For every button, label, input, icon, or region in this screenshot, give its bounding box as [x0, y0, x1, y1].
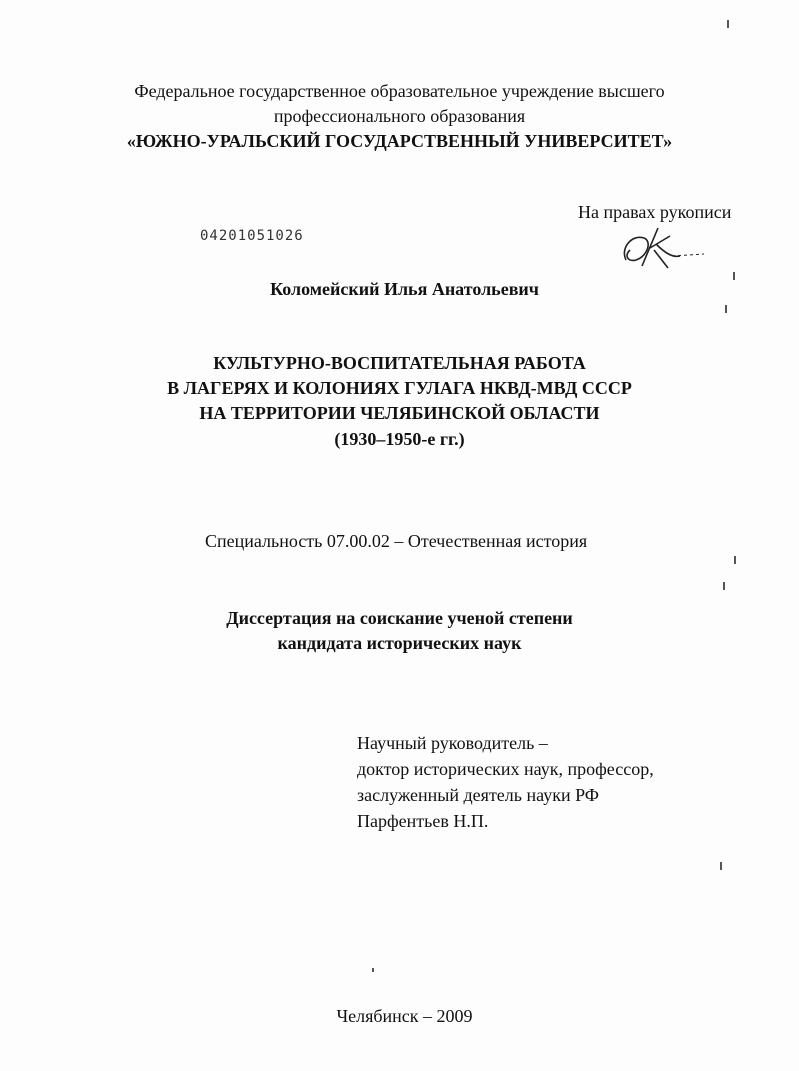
manuscript-note: На правах рукописи: [578, 202, 732, 222]
title-line-2: В ЛАГЕРЯХ И КОЛОНИЯХ ГУЛАГА НКВД-МВД СССР: [167, 378, 632, 398]
institution-line-2: профессионального образования: [273, 106, 526, 126]
dissertation-line-2: кандидата исторических наук: [277, 633, 522, 653]
catalog-number: 04201051026: [200, 228, 304, 244]
advisor-degree: доктор исторических наук, профессор,: [357, 759, 654, 779]
advisor-role: Научный руководитель –: [357, 733, 548, 753]
dissertation-line-1: Диссертация на соискание ученой степени: [226, 608, 573, 628]
title-line-1: КУЛЬТУРНО-ВОСПИТАТЕЛЬНАЯ РАБОТА: [213, 353, 586, 373]
scan-mark: [723, 582, 725, 590]
city-year: Челябинск – 2009: [336, 1006, 473, 1026]
scan-mark: [727, 20, 729, 28]
author-name: Коломейский Илья Анатольевич: [270, 279, 539, 299]
advisor-name: Парфентьев Н.П.: [357, 811, 489, 831]
scan-mark: [725, 305, 727, 313]
scan-mark: [733, 272, 735, 280]
institution-line-1: Федеральное государственное образовательное учреждение высшего: [134, 81, 665, 101]
specialty: Специальность 07.00.02 – Отечественная история: [205, 531, 588, 551]
signature-icon: [612, 222, 712, 278]
title-line-3: НА ТЕРРИТОРИИ ЧЕЛЯБИНСКОЙ ОБЛАСТИ: [199, 403, 600, 423]
institution-name: «ЮЖНО-УРАЛЬСКИЙ ГОСУДАРСТВЕННЫЙ УНИВЕРСИТЕТ»: [126, 131, 673, 151]
advisor-block: [357, 730, 654, 834]
advisor-title: заслуженный деятель науки РФ: [357, 785, 599, 805]
title-years: (1930–1950-е гг.): [334, 429, 465, 449]
scan-mark: [734, 556, 736, 564]
scan-mark: [720, 862, 722, 870]
scan-mark: [372, 968, 374, 972]
